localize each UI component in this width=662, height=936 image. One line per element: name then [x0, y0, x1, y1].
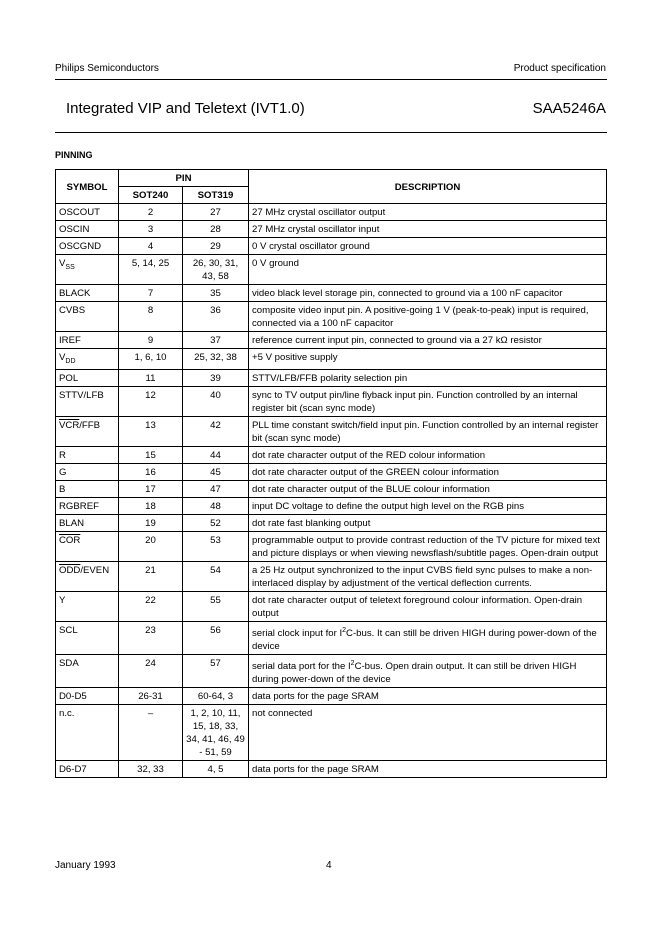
pin-sot240: 32, 33	[119, 761, 183, 778]
pin-sot319: 53	[183, 531, 249, 561]
table-row	[56, 285, 607, 302]
table-row	[56, 386, 607, 416]
pin-sot240: 19	[119, 514, 183, 531]
title-rule	[55, 132, 607, 133]
pin-symbol: BLAN	[56, 514, 119, 531]
table-row	[56, 446, 607, 463]
header-pin: PIN	[119, 170, 249, 187]
pin-description: not connected	[249, 705, 607, 761]
pin-sot240: 3	[119, 221, 183, 238]
table-row	[56, 561, 607, 591]
pin-sot240: 11	[119, 369, 183, 386]
pin-description: 0 V ground	[249, 255, 607, 285]
pin-sot240: 13	[119, 416, 183, 446]
pin-description: input DC voltage to define the output high level on the RGB pins	[249, 497, 607, 514]
description-part: serial clock input for I	[252, 628, 343, 640]
pin-description: dot rate character output of the GREEN colour information	[249, 463, 607, 480]
pin-sot240: 8	[119, 302, 183, 332]
description-superscript: 2	[350, 660, 355, 668]
pin-sot319: 4, 5	[183, 761, 249, 778]
pin-description: a 25 Hz output synchronized to the input CVBS field sync pulses to make a non-interlaced display by adjustment of the vertical deflection currents.	[249, 561, 607, 591]
pin-sot319: 57	[183, 655, 249, 688]
pin-sot240: 12	[119, 386, 183, 416]
pin-sot319: 52	[183, 514, 249, 531]
pin-description: PLL time constant switch/field input pin. Function controlled by an internal register bit (scan sync mode)	[249, 416, 607, 446]
symbol-rest: /EVEN	[80, 564, 110, 576]
pin-sot319: 55	[183, 591, 249, 621]
pin-sot240: 15	[119, 446, 183, 463]
pin-description: +5 V positive supply	[249, 349, 607, 370]
pin-sot319: 45	[183, 463, 249, 480]
table-row	[56, 369, 607, 386]
pin-symbol: STTV/LFB	[56, 386, 119, 416]
pinning-table	[55, 169, 607, 778]
pin-description: dot rate character output of teletext foreground colour information. Open-drain output	[249, 591, 607, 621]
pin-sot319: 48	[183, 497, 249, 514]
pin-symbol: G	[56, 463, 119, 480]
symbol-active-low: $\overline{VCR}$	[59, 419, 80, 431]
pin-sot319: 56	[183, 621, 249, 654]
pin-symbol: R	[56, 446, 119, 463]
pin-sot319: 29	[183, 238, 249, 255]
header-rule	[55, 79, 607, 80]
company-name: Philips Semiconductors	[55, 63, 159, 74]
pin-symbol: OSCOUT	[56, 204, 119, 221]
pin-description: dot rate fast blanking output	[249, 514, 607, 531]
pin-description: sync to TV output pin/line flyback input pin. Function controlled by an internal register bit (scan sync mode)	[249, 386, 607, 416]
table-row	[56, 621, 607, 654]
header-sot319: SOT319	[183, 187, 249, 204]
symbol-subscript: DD	[65, 357, 76, 365]
pin-sot240: 24	[119, 655, 183, 688]
table-row	[56, 238, 607, 255]
pin-sot240: 17	[119, 480, 183, 497]
table-row	[56, 705, 607, 761]
header-description: DESCRIPTION	[249, 170, 607, 204]
table-row	[56, 514, 607, 531]
table-row	[56, 591, 607, 621]
part-number: SAA5246A	[532, 100, 606, 117]
document-type: Product specification	[513, 63, 606, 74]
pin-symbol: BLACK	[56, 285, 119, 302]
symbol-rest: /FFB	[79, 419, 101, 431]
table-row	[56, 416, 607, 446]
pin-symbol	[56, 349, 119, 370]
pin-symbol	[56, 561, 119, 591]
table-row	[56, 688, 607, 705]
table-row	[56, 463, 607, 480]
header-symbol: SYMBOL	[56, 170, 119, 204]
pin-sot319: 47	[183, 480, 249, 497]
pin-sot319: 35	[183, 285, 249, 302]
pin-sot319: 1, 2, 10, 11, 15, 18, 33, 34, 41, 46, 49 - 51, 59	[183, 705, 249, 761]
pin-description: dot rate character output of the RED colour information	[249, 446, 607, 463]
pin-sot240: 18	[119, 497, 183, 514]
pin-sot319: 42	[183, 416, 249, 446]
table-row	[56, 221, 607, 238]
pin-sot319: 36	[183, 302, 249, 332]
pin-sot240: 4	[119, 238, 183, 255]
description-part: C-bus. Open drain output. It can still be driven HIGH during power-down of the device	[252, 661, 577, 686]
symbol-main: V	[59, 352, 66, 363]
pin-symbol: CVBS	[56, 302, 119, 332]
table-row	[56, 349, 607, 370]
page-number: 4	[326, 860, 332, 871]
pin-sot319: 37	[183, 332, 249, 349]
pin-symbol: POL	[56, 369, 119, 386]
pin-symbol	[56, 416, 119, 446]
pin-symbol: D0-D5	[56, 688, 119, 705]
pin-symbol: Y	[56, 591, 119, 621]
pin-symbol: D6-D7	[56, 761, 119, 778]
pin-description: reference current input pin, connected to ground via a 27 kΩ resistor	[249, 332, 607, 349]
pin-sot319: 44	[183, 446, 249, 463]
pin-symbol: B	[56, 480, 119, 497]
footer-date: January 1993	[55, 860, 116, 871]
symbol-subscript: SS	[65, 263, 75, 271]
pin-sot240: 9	[119, 332, 183, 349]
pin-symbol	[56, 531, 119, 561]
pin-sot240: 26-31	[119, 688, 183, 705]
pin-symbol: n.c.	[56, 705, 119, 761]
pin-sot319: 28	[183, 221, 249, 238]
pin-symbol: SDA	[56, 655, 119, 688]
pin-sot240: 22	[119, 591, 183, 621]
pin-symbol: OSCGND	[56, 238, 119, 255]
pin-description: data ports for the page SRAM	[249, 688, 607, 705]
description-superscript: 2	[342, 626, 347, 634]
pin-sot319: 60-64, 3	[183, 688, 249, 705]
pin-sot240: 20	[119, 531, 183, 561]
pin-sot240: 16	[119, 463, 183, 480]
pin-sot240: 1, 6, 10	[119, 349, 183, 370]
document-title: Integrated VIP and Teletext (IVT1.0)	[66, 100, 305, 117]
pin-symbol	[56, 255, 119, 285]
description-part: serial data port for the I	[252, 661, 351, 673]
table-row	[56, 655, 607, 688]
table-row	[56, 497, 607, 514]
pin-description: 27 MHz crystal oscillator output	[249, 204, 607, 221]
pin-symbol: SCL	[56, 621, 119, 654]
section-title: PINNING	[55, 150, 93, 160]
pin-description: composite video input pin. A positive-going 1 V (peak-to-peak) input is required, connected via a 100 nF capacitor	[249, 302, 607, 332]
pin-sot319: 40	[183, 386, 249, 416]
pin-description: video black level storage pin, connected to ground via a 100 nF capacitor	[249, 285, 607, 302]
table-row	[56, 531, 607, 561]
symbol-active-low: $\overline{COR}$	[59, 534, 81, 546]
pin-description: dot rate character output of the BLUE colour information	[249, 480, 607, 497]
symbol-active-low: $\overline{ODD}$	[59, 564, 81, 576]
pin-symbol: OSCIN	[56, 221, 119, 238]
description-part: C-bus. It can still be driven HIGH during power-down of the device	[252, 628, 597, 653]
symbol-main: V	[59, 258, 66, 269]
pin-description: programmable output to provide contrast reduction of the TV picture for mixed text and picture displays or when viewing newsflash/subtitle pages. Open-drain output	[249, 531, 607, 561]
pin-description	[249, 621, 607, 654]
pin-description: data ports for the page SRAM	[249, 761, 607, 778]
table-row	[56, 332, 607, 349]
pin-symbol: IREF	[56, 332, 119, 349]
pin-sot240: 5, 14, 25	[119, 255, 183, 285]
table-row	[56, 255, 607, 285]
pin-sot319: 27	[183, 204, 249, 221]
pin-description: 27 MHz crystal oscillator input	[249, 221, 607, 238]
pin-sot240: 21	[119, 561, 183, 591]
table-row	[56, 761, 607, 778]
pin-description: 0 V crystal oscillator ground	[249, 238, 607, 255]
pin-sot319: 25, 32, 38	[183, 349, 249, 370]
pin-sot319: 26, 30, 31, 43, 58	[183, 255, 249, 285]
header-sot240: SOT240	[119, 187, 183, 204]
table-row	[56, 480, 607, 497]
table-row	[56, 302, 607, 332]
pin-sot240: 23	[119, 621, 183, 654]
pin-description	[249, 655, 607, 688]
pin-description: STTV/LFB/FFB polarity selection pin	[249, 369, 607, 386]
table-row	[56, 204, 607, 221]
pin-sot319: 54	[183, 561, 249, 591]
pin-sot240: 7	[119, 285, 183, 302]
pin-sot240: 2	[119, 204, 183, 221]
pin-symbol: RGBREF	[56, 497, 119, 514]
pin-sot319: 39	[183, 369, 249, 386]
pin-sot240: –	[119, 705, 183, 761]
pin-rows	[56, 204, 607, 778]
